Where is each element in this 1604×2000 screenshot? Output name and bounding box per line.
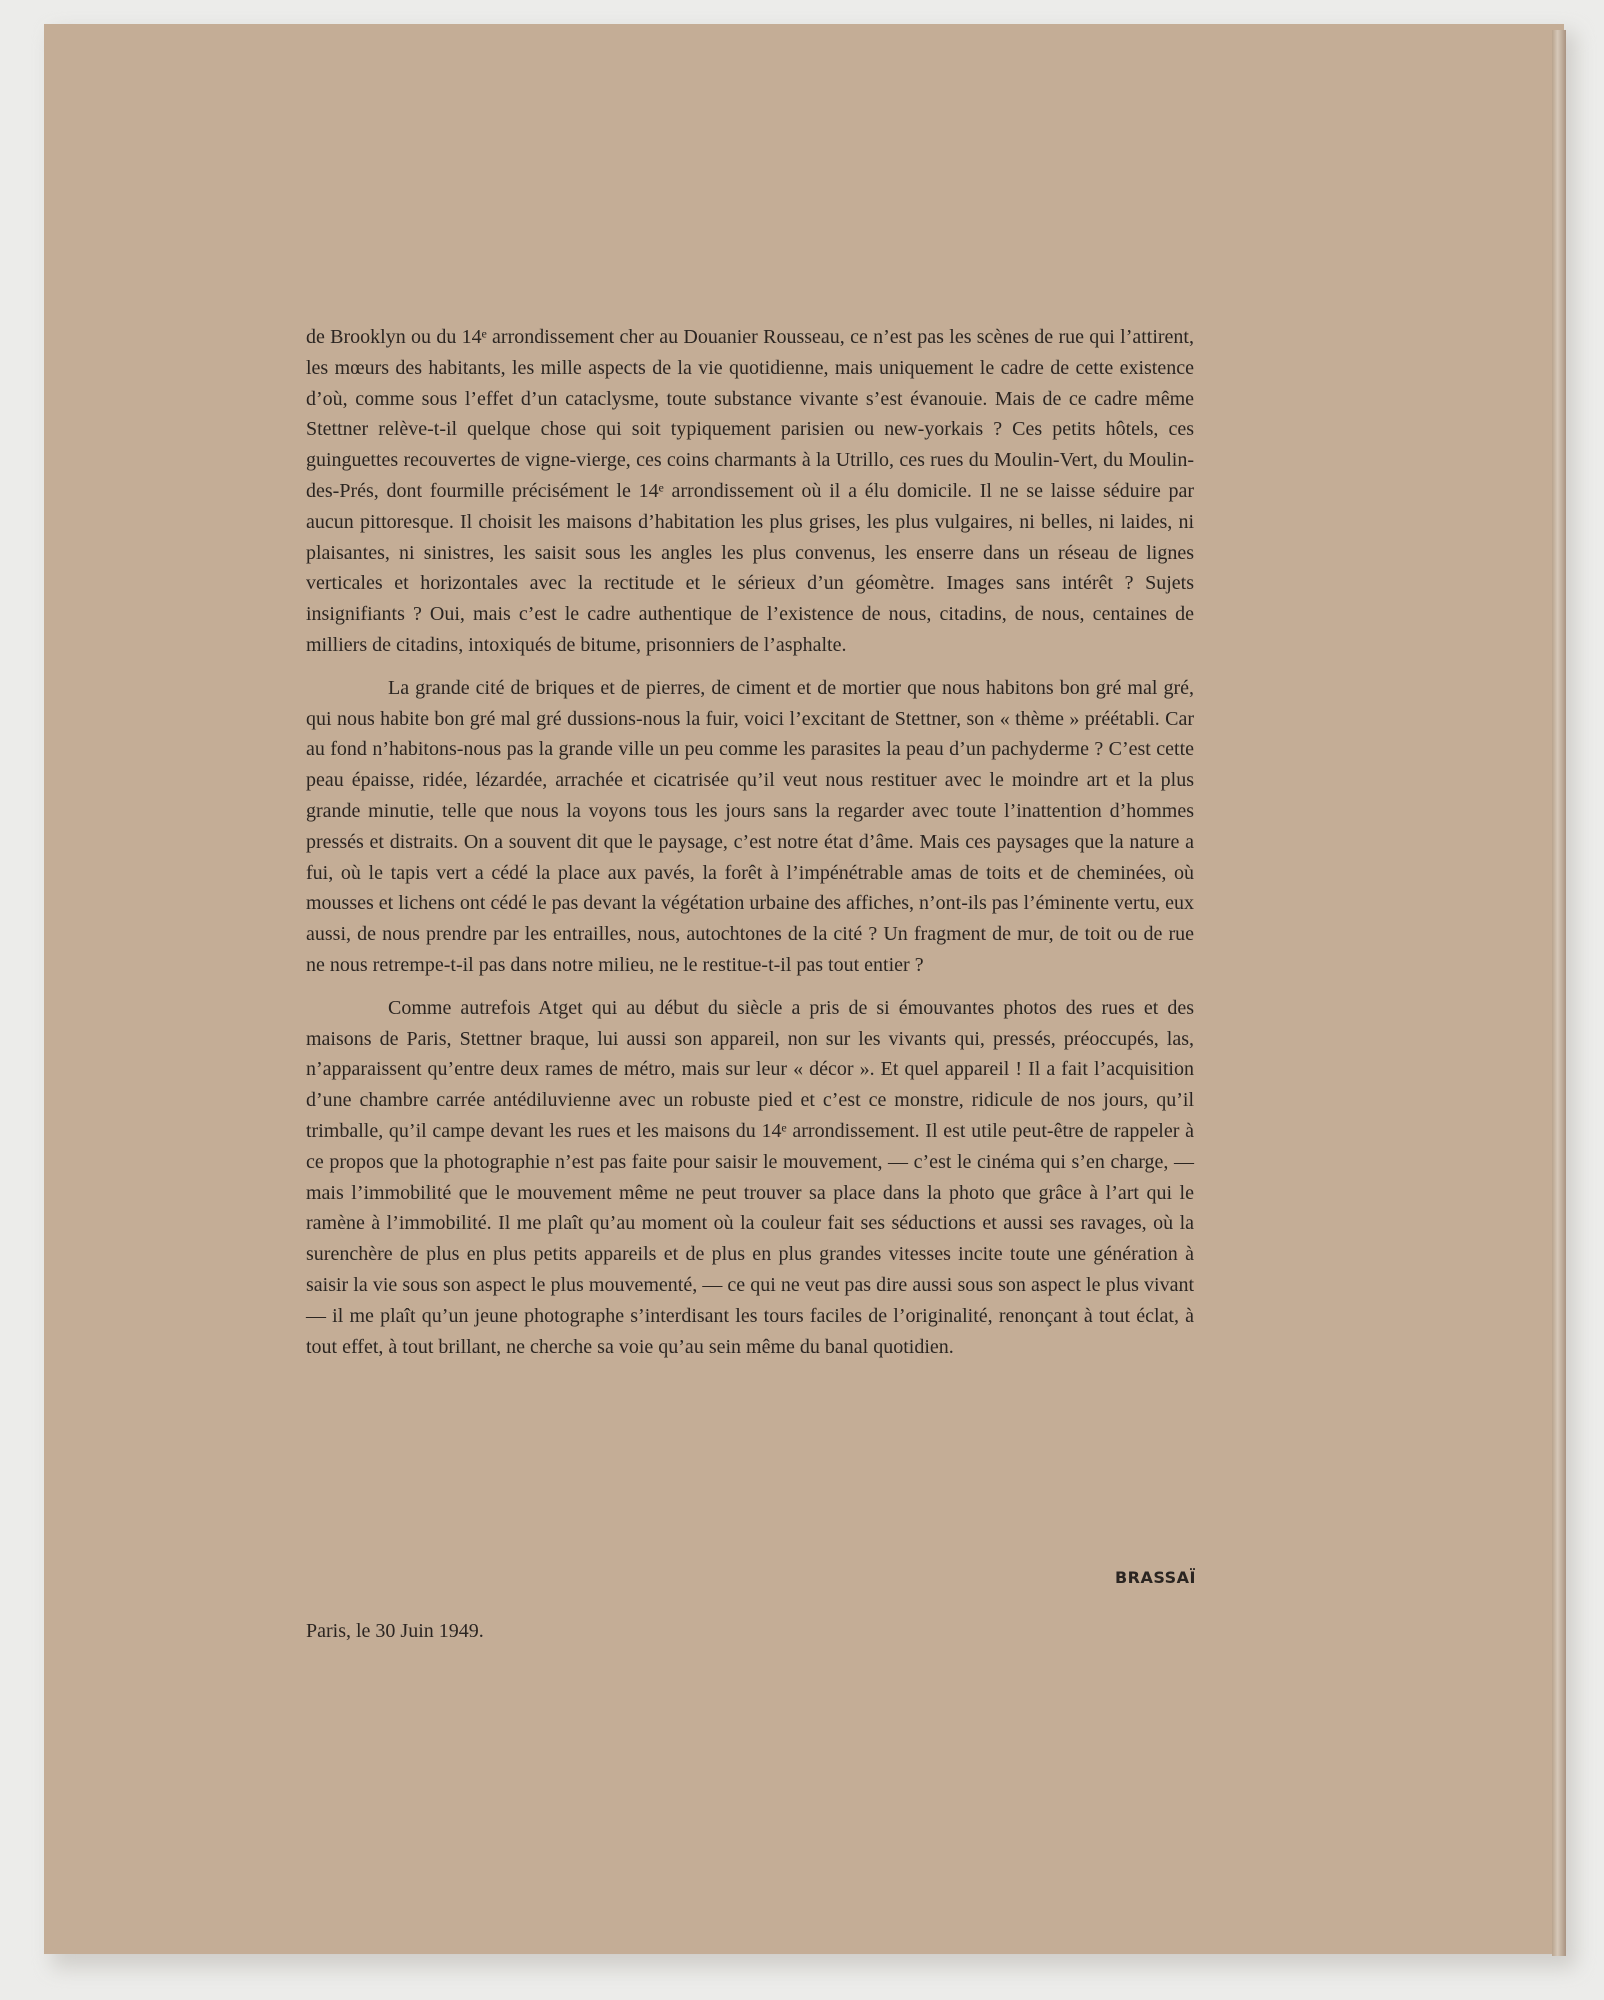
essay-text [306, 322, 1194, 1374]
dateline: Paris, le 30 Juin 1949. [306, 1620, 484, 1642]
paragraph-1: de Brooklyn ou du 14ᵉ arrondissement cher au Douanier Rousseau, ce n’est pas les scènes de rue qui l’attirent, les mœurs des habitants, les mille aspects de la vie quotidienne, mais uniquement le cadre de cette existence d’où, comme sous l’effet d’un cataclysme, toute substance vivante s’est évanouie. Mais de ce cadre même Stettner relève-t-il quelque chose qui soit typiquement parisien ou new-yorkais ? Ces petits hôtels, ces guinguettes recouvertes de vigne-vierge, ces coins charmants à la Utrillo, ces rues du Moulin-Vert, du Moulin-des-Prés, dont fourmille précisément le 14ᵉ arrondissement où il a élu domicile. Il ne se laisse séduire par aucun pittoresque. Il choisit les maisons d’habitation les plus grises, les plus vulgaires, ni belles, ni laides, ni plaisantes, ni sinistres, les saisit sous les angles les plus convenus, les enserre dans un réseau de lignes verticales et horizontales avec la rectitude et le sérieux d’un géomètre. Images sans intérêt ? Sujets insignifiants ? Oui, mais c’est le cadre authentique de l’existence de nous, citadins, de nous, centaines de milliers de citadins, intoxiqués de bitume, prisonniers de l’asphalte. [306, 326, 1194, 656]
author-signature: BRASSAÏ [1114, 1568, 1196, 1587]
paragraph-2: La grande cité de briques et de pierres, de ciment et de mortier que nous habitons bon gré mal gré, qui nous habite bon gré mal gré dussions-nous la fuir, voici l’excitant de Stettner, son « thème » préétabli. Car au fond n’habitons-nous pas la grande ville un peu comme les parasites la peau d’un pachyderme ? C’est cette peau épaisse, ridée, lézardée, arrachée et cicatrisée qu’il veut nous restituer avec le moindre art et la plus grande minutie, telle que nous la voyons tous les jours sans la regarder avec toute l’inattention d’hommes pressés et distraits. On a souvent dit que le paysage, c’est notre état d’âme. Mais ces paysages que la nature a fui, où le tapis vert a cédé la place aux pavés, la forêt à l’impénétrable amas de toits et de cheminées, où mousses et lichens ont cédé le pas devant la végétation urbaine des affiches, n’ont-ils pas l’éminente vertu, eux aussi, de nous prendre par les entrailles, nous, autochtones de la cité ? Un fragment de mur, de toit ou de rue ne nous retrempe-t-il pas dans notre milieu, ne le restitue-t-il pas tout entier ? [306, 676, 1194, 976]
paragraph-3: Comme autrefois Atget qui au début du siècle a pris de si émouvantes photos des rues et des maisons de Paris, Stettner braque, lui aussi son appareil, non sur les vivants qui, pressés, préoccupés, las, n’apparaissent qu’entre deux rames de métro, mais sur leur « décor ». Et quel appareil ! Il a fait l’acquisition d’une chambre carrée antédiluvienne avec un robuste pied et c’est ce monstre, ridicule de nos jours, qu’il trimballe, qu’il campe devant les rues et les maisons du 14ᵉ arrondissement. Il est utile peut-être de rappeler à ce propos que la photographie n’est pas faite pour saisir le mouvement, — c’est le cinéma qui s’en charge, — mais l’immobilité que le mouvement même ne peut trouver sa place dans la photo que grâce à l’art qui le ramène à l’immobilité. Il me plaît qu’au moment où la couleur fait ses séductions et aussi ses ravages, où la surenchère de plus en plus petits appareils et de plus en plus grandes vitesses incite toute une génération à saisir la vie sous son aspect le plus mouvementé, — ce qui ne veut pas dire aussi sous son aspect le plus vivant — il me plaît qu’un jeune photographe s’interdisant les tours faciles de l’originalité, renonçant à tout éclat, à tout effet, à tout brillant, ne cherche sa voie qu’au sein même du banal quotidien. [306, 996, 1194, 1358]
page-edge [1552, 30, 1566, 1956]
